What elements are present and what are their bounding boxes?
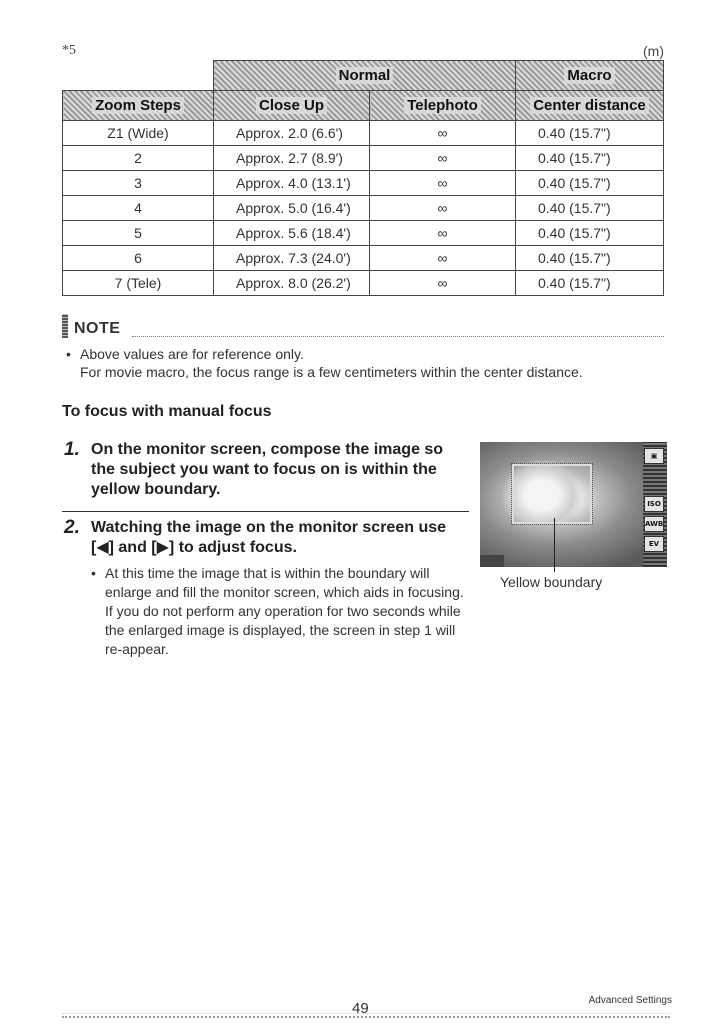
table-row <box>63 246 664 271</box>
cell-close-up: Approx. 2.0 (6.6') <box>214 121 370 146</box>
note-bullet: • <box>66 346 71 362</box>
cell-close-up: Approx. 7.3 (24.0') <box>214 246 370 271</box>
ev-icon: EV <box>644 536 664 552</box>
mode-icon: ▣ <box>644 448 664 464</box>
step-2-number: 2. <box>64 517 80 538</box>
header-telephoto: Telephoto <box>370 91 516 121</box>
cell-zoom-step: Z1 (Wide) <box>63 121 214 146</box>
awb-icon: AWB <box>644 516 664 532</box>
step-2-detail <box>91 564 466 659</box>
header-macro: Macro <box>516 61 664 91</box>
cell-zoom-step: 3 <box>63 171 214 196</box>
table-row <box>63 171 664 196</box>
footnote-mark: *5 <box>62 43 76 58</box>
table-row <box>63 221 664 246</box>
note-rule <box>132 336 664 337</box>
yellow-boundary-frame <box>512 464 592 524</box>
note-line-2: For movie macro, the focus range is a few centimeters within the center distance. <box>80 364 583 380</box>
header-center-distance: Center distance <box>516 91 664 121</box>
note-line-1: Above values are for reference only. <box>80 346 304 362</box>
table-group-header-row <box>63 61 664 91</box>
caption-pointer-line <box>554 518 555 572</box>
unit-label: (m) <box>643 43 664 59</box>
cell-zoom-step: 5 <box>63 221 214 246</box>
cell-telephoto: ∞ <box>370 246 516 271</box>
screen-corner-badge <box>480 555 504 567</box>
monitor-screen-image <box>480 442 667 567</box>
note-text <box>66 345 666 381</box>
cell-telephoto: ∞ <box>370 121 516 146</box>
cell-close-up: Approx. 4.0 (13.1') <box>214 171 370 196</box>
table-row <box>63 196 664 221</box>
cell-telephoto: ∞ <box>370 146 516 171</box>
table-corner <box>63 61 214 91</box>
cell-center-distance: 0.40 (15.7") <box>516 246 664 271</box>
cell-close-up: Approx. 5.0 (16.4') <box>214 196 370 221</box>
step-2-bullet: • <box>91 565 96 581</box>
footer-section-name: Advanced Settings <box>588 995 672 1006</box>
cell-center-distance: 0.40 (15.7") <box>516 196 664 221</box>
cell-center-distance: 0.40 (15.7") <box>516 271 664 296</box>
iso-icon: ISO <box>644 496 664 512</box>
header-close-up: Close Up <box>214 91 370 121</box>
cell-center-distance: 0.40 (15.7") <box>516 146 664 171</box>
header-zoom-steps: Zoom Steps <box>63 91 214 121</box>
figure-caption: Yellow boundary <box>500 574 603 590</box>
table-row <box>63 121 664 146</box>
table-row <box>63 271 664 296</box>
note-title: NOTE <box>74 320 121 337</box>
note-header <box>62 314 664 344</box>
cell-zoom-step: 2 <box>63 146 214 171</box>
cell-telephoto: ∞ <box>370 271 516 296</box>
cell-center-distance: 0.40 (15.7") <box>516 171 664 196</box>
note-bar <box>62 314 68 338</box>
section-title: To focus with manual focus <box>62 403 272 420</box>
focus-range-table <box>62 60 664 296</box>
step-1-text: On the monitor screen, compose the image so the subject you want to focus on is within the yellow boundary. <box>91 441 444 498</box>
cell-zoom-step: 4 <box>63 196 214 221</box>
page-number: 49 <box>352 1000 369 1017</box>
step-divider <box>62 511 469 512</box>
table-row <box>63 146 664 171</box>
table-column-header-row <box>63 91 664 121</box>
cell-close-up: Approx. 5.6 (18.4') <box>214 221 370 246</box>
cell-center-distance: 0.40 (15.7") <box>516 221 664 246</box>
cell-close-up: Approx. 2.7 (8.9') <box>214 146 370 171</box>
cell-telephoto: ∞ <box>370 196 516 221</box>
cell-telephoto: ∞ <box>370 221 516 246</box>
cell-center-distance: 0.40 (15.7") <box>516 121 664 146</box>
cell-close-up: Approx. 8.0 (26.2') <box>214 271 370 296</box>
step-2-detail-text: At this time the image that is within the boundary will enlarge and fill the monitor screen, which aids in focusing. If you do not perform any operation for two seconds while the enlarged image is displayed, the screen in step 1 will re-appear. <box>105 565 464 657</box>
cell-telephoto: ∞ <box>370 171 516 196</box>
cell-zoom-step: 6 <box>63 246 214 271</box>
step-2-text: Watching the image on the monitor screen use [◀] and [▶] to adjust focus. <box>91 519 447 556</box>
cell-zoom-step: 7 (Tele) <box>63 271 214 296</box>
step-1-number: 1. <box>64 439 80 460</box>
header-normal: Normal <box>214 61 516 91</box>
